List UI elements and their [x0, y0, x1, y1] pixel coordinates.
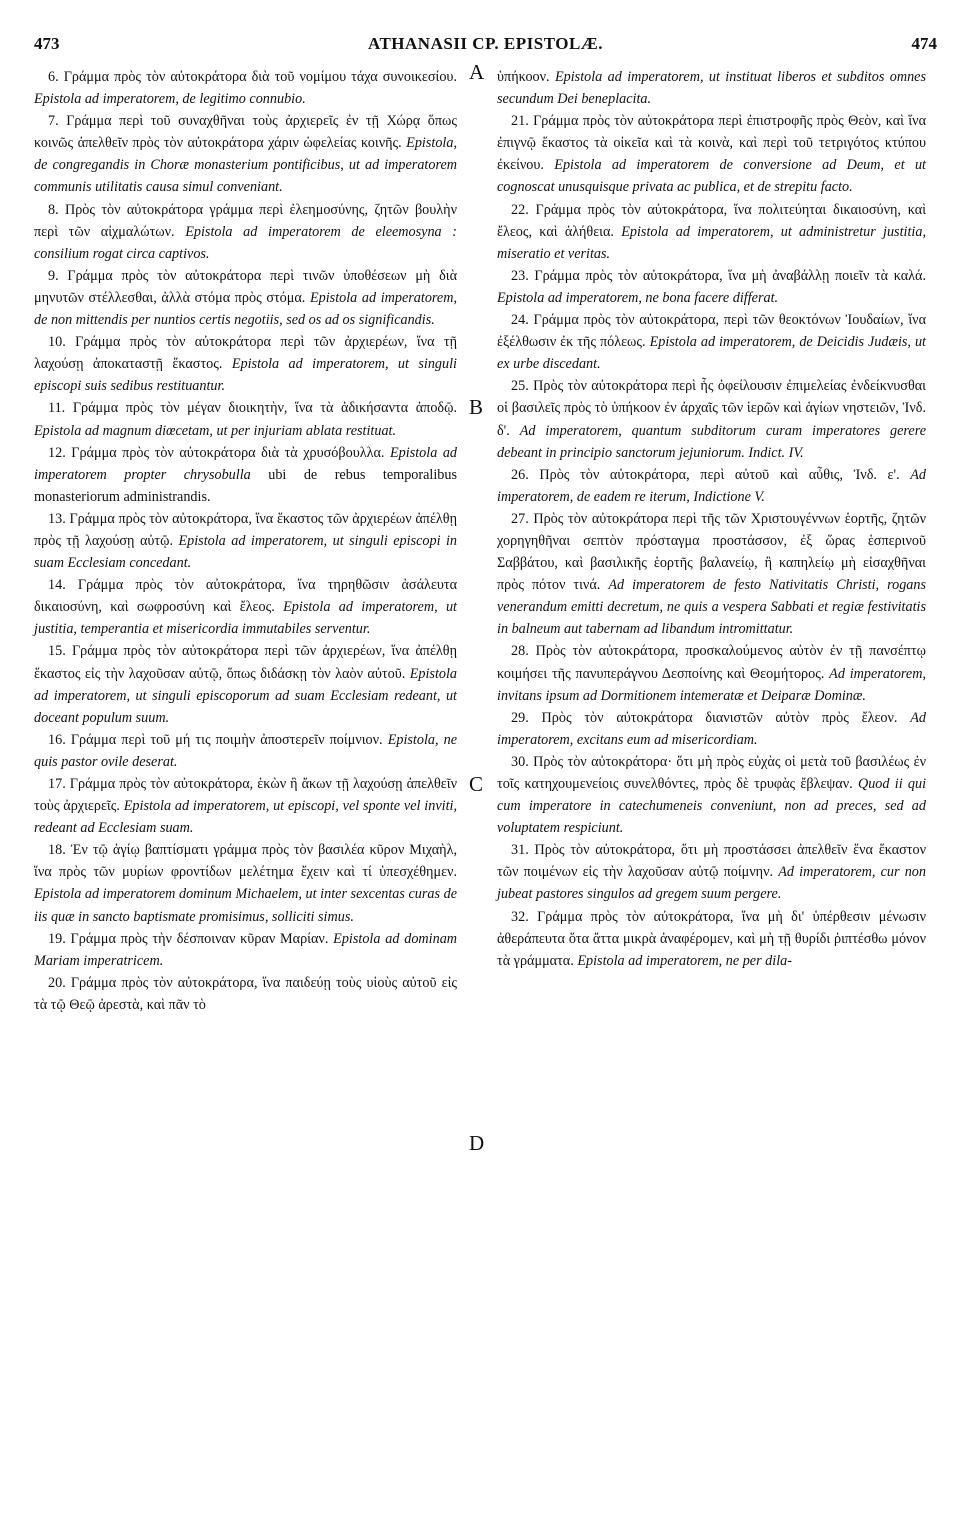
epistle-entry	[497, 839, 926, 905]
greek-text: Γράμμα πρὸς τὸν αὐτοκράτορα, ἵνα πολιτεύηται δικαιοσύνη, καὶ ἔλεος, καὶ ἀλήθεια.	[497, 201, 927, 240]
epistle-entry	[34, 928, 457, 972]
greek-text: Γράμμα πρὸς τὸν αὐτοκράτορα περὶ ἐπιστροφῆς πρὸς Θεὸν, καὶ ἵνα ἐπιγνῷ ἕκαστος τὰ οἰκεῖα καὶ τὰ κοινὰ, καὶ περὶ τοῦ τετριγότος κτύπου ἐκείνου.	[497, 113, 927, 174]
entry-number: 19.	[48, 930, 66, 947]
entry-number: 24.	[511, 312, 529, 329]
entry-number: 10.	[48, 334, 66, 351]
entry-number: 6.	[48, 69, 59, 85]
entry-number: 20.	[48, 974, 66, 991]
epistle-entry	[497, 906, 926, 972]
greek-text: Γράμμα πρὸς τὸν αὐτοκράτορα, ἵνα παιδεύῃ τοὺς υἱοὺς αὐτοῦ εἰς τὰ τῷ Θεῷ ἀρεστὰ, καὶ πᾶν τὸ	[34, 974, 458, 1013]
greek-text: Πρὸς τὸν αὐτοκράτορα, περὶ αὐτοῦ καὶ αὖθις, Ἰνδ. ε'.	[539, 466, 900, 483]
latin-text: Epistola ad imperatorem, de legitimo connubio.	[34, 91, 306, 108]
epistle-entry	[497, 309, 926, 375]
greek-text: Γράμμα πρὸς τὸν αὐτοκράτορα περὶ τῶν ἀρχιερέων, ἵνα ἀπέλθῃ ἕκαστος εἰς τὴν λαχοῦσαν αὐτῷ, ὅπως διδάσκῃ τὸν λαὸν αὐτοῦ.	[34, 643, 457, 682]
greek-text: Γράμμα πρὸς τὸν αὐτοκράτορα διὰ τὰ χρυσόβουλλα.	[71, 444, 385, 461]
epistle-entry	[34, 508, 457, 574]
greek-text: Πρὸς τὸν αὐτοκράτορα διανιστῶν αὐτὸν πρὸς ἔλεον.	[541, 709, 898, 726]
entry-number: 8.	[48, 201, 59, 218]
latin-text: Epistola ad imperatorem, ne bona facere differat.	[497, 289, 779, 306]
latin-text: Epistola ad imperatorem, ut singuli episcopi suis sedibus restituantur.	[34, 356, 457, 395]
latin-text: Ad imperatorem de festo Nativitatis Christi, rogans venerandum emitti decretum, ne quis a vespera Sabbati et regiæ festivitatis in balneum aut tabernam ad libandum intromittatur.	[497, 577, 926, 638]
entry-number: 21.	[511, 113, 529, 130]
epistle-entry	[34, 773, 457, 839]
latin-roman-text: ubi de rebus temporalibus monasteriorum administrandis.	[34, 466, 457, 505]
entry-number: 12.	[48, 444, 66, 461]
epistle-entry	[497, 640, 926, 706]
right-column	[497, 66, 926, 972]
epistle-entry	[34, 839, 457, 927]
latin-text: Epistola ad imperatorem, ut singuli episcoporum ad suam Ecclesiam redeant, ut doceant populum suum.	[34, 665, 458, 726]
epistle-entry	[34, 729, 457, 773]
greek-text: Γράμμα πρὸς τὴν δέσποιναν κῦραν Μαρίαν.	[70, 930, 329, 947]
greek-text: Γράμμα πρὸς τὸν μέγαν διοικητὴν, ἵνα τὰ ἀδικήσαντα ἀποδῷ.	[72, 400, 458, 417]
latin-text: Epistola, de congregandis in Choræ monasterium pontificibus, ut ad imperatorem communis utilitatis causa simul conveniant.	[34, 135, 458, 196]
entry-number: 7.	[48, 113, 59, 130]
latin-text: Ad imperatorem, de eadem re iterum, Indictione V.	[497, 466, 927, 505]
latin-text: Epistola ad imperatorem, de Deicidis Judæis, ut ex urbe discedant.	[497, 334, 926, 373]
running-title: ATHANASII CP. EPISTOLÆ.	[367, 34, 604, 53]
greek-text: ὑπήκοον.	[497, 69, 550, 85]
entry-number: 22.	[511, 201, 529, 218]
latin-text: Epistola ad imperatorem de eleemosyna : consilium rogat circa captivos.	[34, 223, 458, 262]
epistle-entry	[34, 442, 457, 508]
greek-text: Γράμμα πρὸς τὸν αὐτοκράτορα διὰ τοῦ νομίμου τάχα συνοικεσίου.	[63, 69, 457, 85]
epistle-entry	[497, 110, 926, 198]
entry-number: 31.	[511, 842, 529, 859]
latin-text: Epistola ad imperatorem, ut episcopi, vel sponte vel inviti, redeant ad Ecclesiam suam.	[34, 798, 457, 837]
entry-number: 16.	[48, 731, 66, 748]
latin-text: Ad imperatorem, cur non jubeat pastores singulos ad gregem suum pergere.	[497, 864, 926, 903]
epistle-entry	[34, 110, 457, 198]
page-number-left: 473	[34, 34, 60, 53]
greek-text: Γράμμα πρὸς τὸν αὐτοκράτορα, ἵνα μὴ δι' ὑπέρθεσιν μένωσιν ἀθεράπευτα ὅτα ἄττα μικρὰ ἀναφέρομεν, καὶ μὴ τῇ θυρίδι ῥιπτέσθω μόνον τὰ γράμματα.	[497, 908, 926, 969]
latin-text: Epistola ad imperatorem propter chrysobulla	[34, 444, 458, 483]
latin-text: Epistola ad imperatorem, ut administretur justitia, miseratio et veritas.	[497, 223, 926, 262]
entry-number: 27.	[511, 510, 529, 527]
epistle-entry	[497, 375, 926, 463]
latin-text: Epistola ad imperatorem de conversione ad Deum, et ut cognoscat unusquisque privata ac publica, et de strepitu facto.	[497, 157, 926, 196]
entry-number: 29.	[511, 709, 529, 726]
greek-text: Γράμμα πρὸς τὸν αὐτοκράτορα, ἵνα τηρηθῶσιν ἀσάλευτα δικαιοσύνη, καὶ σωφροσύνη καὶ ἔλεος.	[34, 577, 458, 616]
greek-text: Γράμμα πρὸς τὸν αὐτοκράτορα περὶ τῶν ἀρχιερέων, ἵνα τῇ λαχούσῃ ἀποκαταστῇ ἕκαστος.	[34, 334, 457, 373]
entry-number: 14.	[48, 577, 66, 594]
greek-text: Γράμμα πρὸς τὸν αὐτοκράτορα περὶ τινῶν ὑποθέσεων μὴ διὰ μηνυτῶν στέλλεσθαι, ἀλλὰ στόμα πρὸς στόμα.	[34, 267, 458, 306]
greek-text: Πρὸς τὸν αὐτοκράτορα περὶ τῆς τῶν Χριστουγέννων ἑορτῆς, ζητῶν χορηγηθῆναι σεπτὸν πρόσταγμα προστάσσον, ἐξ ὥρας ἑσπερινοῦ Σαββάτου, καὶ βασιλικῆς ἑορτῆς βαλανείῳ, ἢ καπηλείῳ μὴ εἰσαχθῆναι πρὸς πότον τινά.	[497, 510, 927, 594]
page-number-right: 474	[911, 34, 937, 53]
latin-text: Ad imperatorem, quantum subditorum curam imperatores gerere debeant in principio sanctorum jejuniorum. Indict. IV.	[497, 422, 926, 461]
latin-text: Epistola, ne quis pastor ovile deserat.	[34, 731, 458, 770]
epistle-entry	[34, 331, 457, 397]
greek-text: Ἐν τῷ ἁγίῳ βαπτίσματι γράμμα πρὸς τὸν βασιλέα κῦρον Μιχαὴλ, ἵνα πρὸς τῶν μυρίων φροντίδων μελέτημα ἔχειν καὶ τί ὑπεσχέθημεν.	[34, 842, 458, 881]
epistle-entry	[497, 464, 926, 508]
greek-text: Πρὸς τὸν αὐτοκράτορα· ὅτι μὴ πρὸς εὐχὰς οἱ μετὰ τοῦ βασιλέως ἐν τοῖς κατηχουμενείοις συνελθόντες, πρὸς δὲ τρυφὰς ἔβλεψαν.	[497, 753, 926, 792]
epistle-entry	[497, 199, 926, 265]
greek-text: Γράμμα πρὸς τὸν αὐτοκράτορα, περὶ τῶν θεοκτόνων Ἰουδαίων, ἵνα ἐξέλθωσιν ἐκ τῆς πόλεως.	[497, 312, 927, 351]
entry-number: 28.	[511, 643, 529, 660]
greek-text: Γράμμα περὶ τοῦ συναχθῆναι τοὺς ἀρχιερεῖς ἐν τῇ Χώρᾳ ὅπως κοινῶς ἀπελθεῖν πρὸς τὸν αὐτοκράτορα χάριν ὠφελείας κοινῆς.	[34, 113, 457, 152]
latin-text: Quod ii qui cum imperatore in catechumeneis conveniunt, non ad preces, sed ad voluptatem respiciunt.	[497, 776, 927, 837]
margin-marker-a: A	[469, 60, 485, 84]
epistle-entry	[34, 265, 457, 331]
running-header	[34, 34, 937, 58]
entry-number: 18.	[48, 842, 66, 859]
greek-text: Γράμμα περὶ τοῦ μή τις ποιμὴν ἀποστερεῖν ποίμνιον.	[70, 731, 383, 748]
latin-text: Ad imperatorem, invitans ipsum ad Dormitionem intemeratæ et Deiparæ Dominæ.	[497, 665, 927, 704]
entry-number: 15.	[48, 643, 66, 660]
epistle-entry	[34, 972, 457, 1016]
margin-marker-d: D	[469, 1131, 485, 1155]
latin-text: Epistola ad imperatorem dominum Michaelem, ut inter sexcentas curas de iis quæ in sancto baptismate promisimus, solliciti simus.	[34, 886, 457, 925]
epistle-entry	[34, 199, 457, 265]
margin-marker-b: B	[469, 395, 484, 419]
entry-number: 32.	[511, 908, 529, 925]
latin-text: Epistola ad imperatorem, de non mittendis per nuntios certis negotiis, sed os ad os significandis.	[34, 289, 458, 329]
epistle-entry	[34, 397, 457, 441]
entry-number: 17.	[48, 776, 66, 792]
epistle-entry	[497, 508, 926, 641]
left-column	[34, 66, 457, 1016]
epistle-entry	[497, 265, 926, 309]
entry-number: 26.	[511, 466, 529, 483]
greek-text: Γράμμα πρὸς τὸν αὐτοκράτορα, ἵνα ἕκαστος τῶν ἀρχιερέων ἀπέλθῃ πρὸς τῇ λαχούσῃ αὐτῷ.	[34, 510, 458, 549]
epistle-entry	[497, 751, 926, 839]
greek-text: Πρὸς τὸν αὐτοκράτορα, προσκαλούμενος αὐτὸν ἐν τῇ πανσέπτῳ κοιμήσει τῆς πανυπεράγνου Δεσποίνης καὶ Θεομήτορος.	[497, 643, 926, 682]
greek-text: Πρὸς τὸν αὐτοκράτορα, ὅτι μὴ προστάσσει ἀπελθεῖν ἕνα ἕκαστον τῶν ποιμένων εἰς τὴν λαχοῦσαν αὐτῷ ποίμνην.	[497, 842, 927, 881]
latin-text: Epistola ad imperatorem, ne per dila-	[577, 952, 792, 969]
greek-text: Γράμμα πρὸς τὸν αὐτοκράτορα, ἵνα μὴ ἀναβάλλῃ ποιεῖν τὰ καλά.	[534, 267, 927, 284]
latin-text: Epistola ad imperatorem, ut justitia, temperantia et misericordia immutabiles serventur.	[34, 599, 457, 638]
latin-text: Ad imperatorem, excitans eum ad misericordiam.	[497, 709, 927, 748]
epistle-entry	[497, 66, 926, 110]
entry-number: 13.	[48, 510, 66, 527]
epistle-entry	[34, 640, 457, 728]
epistle-entry	[34, 66, 457, 110]
entry-number: 23.	[511, 267, 529, 284]
epistle-entry	[34, 574, 457, 640]
latin-text: Epistola ad imperatorem, ut singuli episcopi in suam Ecclesiam concedant.	[34, 532, 458, 572]
latin-text: Epistola ad magnum diœcetam, ut per injuriam ablata restituat.	[34, 422, 397, 439]
entry-number: 30.	[511, 753, 529, 770]
latin-text: Epistola ad imperatorem, ut instituat liberos et subditos omnes secundum Dei beneplacita.	[497, 69, 926, 108]
epistle-entry	[497, 707, 926, 751]
latin-text: Epistola ad dominam Mariam imperatricem.	[34, 930, 458, 969]
greek-text: Πρὸς τὸν αὐτοκράτορα περὶ ἧς ὀφείλουσιν ἐπιμελείας ἐνδείκνυσθαι οἱ βασιλεῖς πρὸς τὸ ὑπήκοον ἐν ἀρχαῖς τῶν ἱερῶν καὶ ἁγίων νηστειῶν, Ἰνδ. δ'.	[497, 378, 927, 439]
entry-number: 25.	[511, 378, 529, 395]
entry-number: 9.	[48, 267, 59, 284]
greek-text: Πρὸς τὸν αὐτοκράτορα γράμμα περὶ ἐλεημοσύνης, ζητῶν βουλὴν περὶ τῶν αἰχμαλώτων.	[34, 201, 457, 240]
entry-number: 11.	[48, 400, 66, 417]
greek-text: Γράμμα πρὸς τὸν αὐτοκράτορα, ἑκὼν ἢ ἄκων τῇ λαχούσῃ ἀπελθεῖν τοὺς ἀρχιερεῖς.	[34, 776, 457, 815]
margin-marker-c: C	[469, 772, 484, 796]
